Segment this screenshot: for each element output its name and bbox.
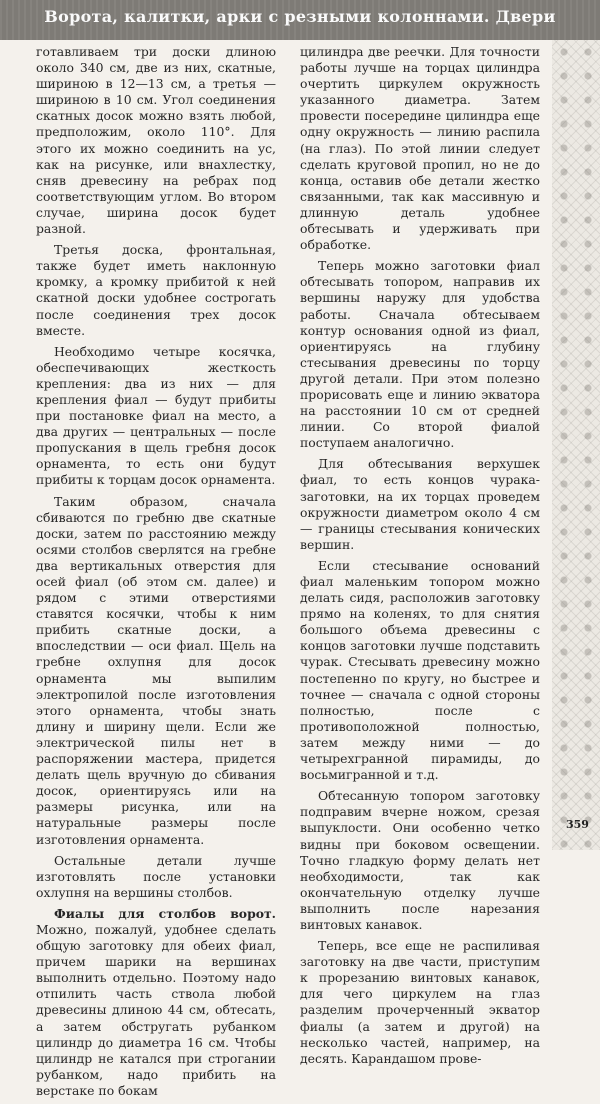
paragraph xyxy=(36,906,276,1099)
paragraph: Если стесывание оснований фиал маленьким топором можно делать сидя, расположив заготовку прямо на коленях, то для снятия большого объема древесины с концов заготовки лучше подставить чурак. Стесывать древесину можно постепенно по кругу, но быстрее и точнее — сначала с одной стороны полностью, после с противоположной полностью, затем между ними — до четырехгранной пирамиды, до восьмигранной и т.д. xyxy=(300,557,540,783)
paragraph-text: Можно, пожалуй, удобнее сделать общую заготовку для обеих фиал, причем шарики на вершинах выполнить отдельно. Поэтому надо отпилить часть ствола любой древесины длиною 44 см, обтесать, а затем обстругать рубанком цилиндр до диаметра 16 см. Чтобы цилиндр не катался при строгании рубанком, надо прибить на верстаке по бокам xyxy=(36,921,276,1098)
left-text-column xyxy=(36,44,276,1104)
paragraph: Обтесанную топором заготовку подправим вчерне ножом, срезая выпуклости. Они особенно четко видны при боковом освещении. Точно гладкую форму делать нет необходимости, так как окончательную отделку лучше выполнить после нарезания винтовых канавок. xyxy=(300,788,540,932)
paragraph: готавливаем три доски длиною около 340 см, две из них, скатные, шириною в 12—13 см, а третья — шириною в 10 см. Угол соединения скатных досок можно взять любой, предположим, около 110°. Для этого их можно соединить на ус, как на рисунке, или внахлестку, сняв древесину на ребрах под соответствующим углом. Во втором случае, ширина досок будет разной. xyxy=(36,44,276,237)
right-text-column xyxy=(300,44,540,1072)
paragraph: Третья доска, фронтальная, также будет иметь наклонную кромку, а кромку прибитой к ней скатной доски удобнее сострогать после соединения трех досок вместе. xyxy=(36,242,276,338)
section-subheading: Фиалы для столбов ворот. xyxy=(54,905,276,921)
running-header xyxy=(0,0,600,40)
header-title: Ворота, калитки, арки с резными колоннами. Двери xyxy=(44,7,556,26)
paragraph: цилиндра две реечки. Для точности работы лучше на торцах цилиндра очертить циркулем окружность указанного диаметра. Затем провести посередине цилиндра еще одну окружность — линию распила (на глаз). По этой линии следует сделать круговой пропил, но не до конца, оставив обе детали жестко связанными, так как массивную и длинную деталь удобнее обтесывать и удерживать при обработке. xyxy=(300,44,540,253)
decorative-border xyxy=(552,40,600,850)
paragraph: Остальные детали лучше изготовлять после установки охлупня на вершины столбов. xyxy=(36,852,276,900)
paragraph: Теперь можно заготовки фиал обтесывать топором, направив их вершины наружу для удобства работы. Сначала обтесываем контур основания одной из фиал, ориентируясь на глубину стесывания древесины по торцу другой детали. При этом полезно прорисовать еще и линию экватора на расстоянии 10 см от средней линии. Со второй фиалой поступаем аналогично. xyxy=(300,258,540,451)
page-number: 359 xyxy=(566,818,589,831)
paragraph: Таким образом, сначала сбиваются по гребню две скатные доски, затем по расстоянию между осями столбов сверлятся на гребне два вертикальных отверстия для осей фиал (об этом см. далее) и рядом с этими отверстиями ставятся косячки, чтобы к ним прибить скатные доски, а впоследствии — оси фиал. Щель на гребне охлупня для досок орнамента мы выпилим электропилой после изготовления этого орнамента, чтобы знать длину и ширину щели. Если же электрической пилы нет в распоряжении мастера, придется делать щель вручную до сбивания досок, ориентируясь или на размеры рисунка, или на натуральные размеры после изготовления орнамента. xyxy=(36,493,276,847)
paragraph: Теперь, все еще не распиливая заготовку на две части, приступим к прорезанию винтовых канавок, для чего циркулем на глаз разделим прочерченный экватор фиалы (а затем и другой) на несколько частей, например, на десять. Карандашом прове- xyxy=(300,938,540,1066)
paragraph: Для обтесывания верхушек фиал, то есть концов чурака-заготовки, на их торцах проведем окружности диаметром около 4 см — границы стесывания конических вершин. xyxy=(300,456,540,552)
paragraph: Необходимо четыре косячка, обеспечивающих жесткость крепления: два из них — для крепления фиал — будут прибиты при постановке фиал на место, а два других — центральных — после пропускания в щель гребня досок орнамента, то есть они будут прибиты к торцам досок орнамента. xyxy=(36,343,276,488)
